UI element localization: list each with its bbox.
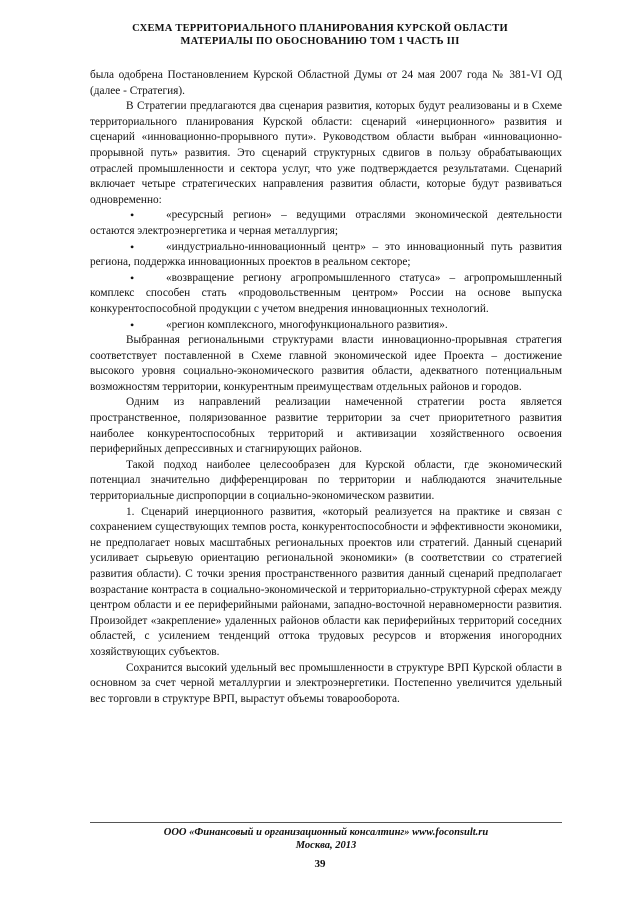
- list-item: [90, 208, 562, 239]
- list-item-text: «регион комплексного, многофункционального развития».: [166, 318, 448, 331]
- footer-city-year: Москва, 2013: [295, 840, 357, 851]
- list-item-text: «индустриально-инновационный центр» – это инновационный путь развития региона, поддержка инновационных проектов в реальном секторе;: [90, 240, 562, 269]
- paragraph-7: Сохранится высокий удельный вес промышленности в структуре ВРП Курской области в основном за счет черной металлургии и электроэнергетики. Постепенно увеличится удельный вес торговли в структуре ВРП, вырастут объемы товарооборота.: [90, 661, 562, 705]
- paragraph-6: 1. Сценарий инерционного развития, «который реализуется на практике и связан с сохранением существующих темпов роста, конкурентоспособности и эффективности экономики, не предполагает новых масштабных региональных проектов или стратегий. Данный сценарий усиливает сырьевую ориентацию региональной экономики» (в соответствии со стратегией развития области). С точки зрения пространственного развития данный сценарий предполагает возрастание контраста в социально-экономической и территориально-структурной сферах между центром области и ее периферийными районами, западно-восточной неравномерности развития. Произойдет «закрепление» удаленных районов области как периферийных территорий соседних областей, с усилением тенденций оттока трудовых ресурсов и вторжения иногородних хозяйствующих субъектов.: [90, 505, 562, 658]
- paragraph-2: В Стратегии предлагаются два сценария развития, которых будут реализованы и в Схеме территориального планирования Курской области: сценарий «инерционного» развития и сценарий «инновационно-прорывного пути». Руководством области выбран «инновационно-прорывной путь» развития. Это сценарий структурных сдвигов в пользу обрабатывающих отраслей промышленности и сектора услуг, что уже подтверждается результатами. Сценарий включает четыре стратегических направления развития области, которые будут развиваться одновременно:: [90, 100, 562, 206]
- body-text: [90, 68, 562, 707]
- page-footer: [90, 826, 562, 852]
- paragraph-5: Такой подход наиболее целесообразен для Курской области, где экономический потенциал значительно дифференцирован по территории и наблюдаются значительные территориальные диспропорции в социально-экономическом развитии.: [90, 458, 562, 503]
- paragraph-3: Выбранная региональными структурами власти инновационно-прорывная стратегия соответствует поставленной в Схеме главной экономической идее Проекта – достижение высокого уровня социально-экономического развития области, адекватного потенциальным возможностям территории, конкурентным преимуществам отдельных районов и городов.: [90, 334, 562, 393]
- bullet-icon: •: [130, 317, 135, 332]
- bullet-icon: •: [130, 270, 135, 285]
- bullet-icon: •: [130, 208, 135, 223]
- header-subtitle: МАТЕРИАЛЫ ПО ОБОСНОВАНИЮ ТОМ 1 ЧАСТЬ III: [180, 36, 460, 47]
- page-header: [60, 22, 580, 48]
- list-item: [90, 271, 562, 318]
- list-item-text: «ресурсный регион» – ведущими отраслями экономической деятельности остаются электроэнергетика и черная металлургия;: [90, 209, 562, 237]
- paragraph-1: была одобрена Постановлением Курской Областной Думы от 24 мая 2007 года № 381-VI ОД (далее - Стратегия).: [90, 69, 562, 97]
- list-item: [90, 240, 562, 271]
- footer-company: ООО «Финансовый и организационный консалтинг» www.foconsult.ru: [163, 827, 489, 838]
- page-number: 39: [314, 858, 326, 870]
- bullet-icon: •: [130, 239, 135, 254]
- list-item-text: «возвращение региону агропромышленного статуса» – агропромышленный комплекс способен стать «продовольственным центром» России на основе выпуска конкурентоспособной продукции с учетом внедрения инновационных технологий.: [90, 271, 562, 315]
- footer-divider: [90, 822, 562, 823]
- paragraph-4: Одним из направлений реализации намеченной стратегии роста является пространственное, поляризованное развитие территории за счет приоритетного развития наиболее конкурентоспособных территорий и активизации хозяйственного освоения периферийных депрессивных и стагнирующих районов.: [90, 396, 562, 456]
- header-title: СХЕМА ТЕРРИТОРИАЛЬНОГО ПЛАНИРОВАНИЯ КУРСКОЙ ОБЛАСТИ: [132, 23, 508, 34]
- list-item: [90, 318, 562, 334]
